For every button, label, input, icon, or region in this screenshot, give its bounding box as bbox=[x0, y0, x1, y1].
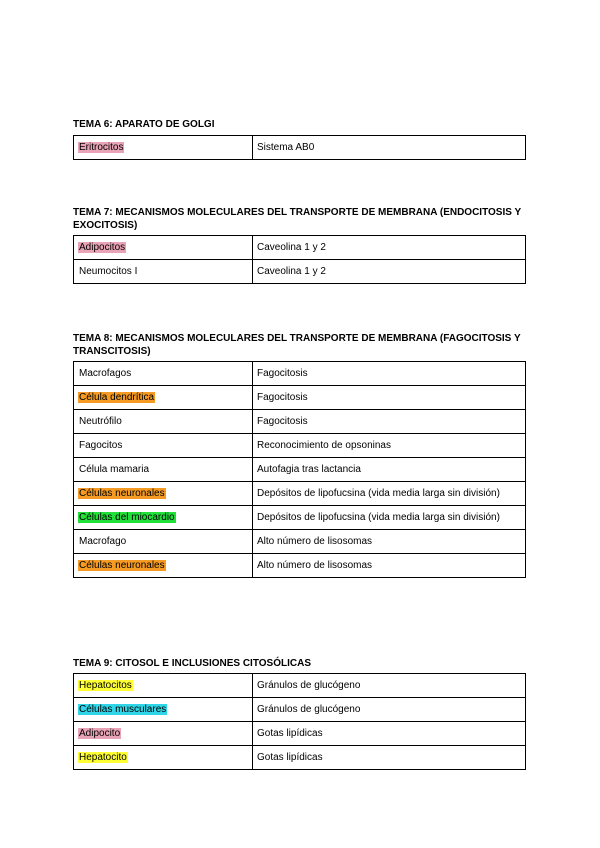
table-row bbox=[74, 482, 526, 506]
cell-type bbox=[74, 458, 253, 482]
cell-type-label: Adipocitos bbox=[79, 242, 126, 253]
cell-type-label: Eritrocitos bbox=[79, 142, 124, 153]
table-row bbox=[74, 530, 526, 554]
cell-type bbox=[74, 722, 253, 746]
cell-description: Caveolina 1 y 2 bbox=[253, 260, 526, 284]
table-row bbox=[74, 434, 526, 458]
table-row bbox=[74, 136, 526, 160]
cell-description: Fagocitosis bbox=[253, 386, 526, 410]
section-table bbox=[73, 361, 526, 578]
cell-description: Depósitos de lipofucsina (vida media larga sin división) bbox=[253, 506, 526, 530]
cell-description: Fagocitosis bbox=[253, 362, 526, 386]
cell-type bbox=[74, 260, 253, 284]
section-table bbox=[73, 135, 526, 160]
cell-description: Sistema AB0 bbox=[253, 136, 526, 160]
table-row bbox=[74, 554, 526, 578]
cell-type-label: Células neuronales bbox=[79, 560, 165, 571]
cell-description: Gotas lipídicas bbox=[253, 746, 526, 770]
cell-description: Alto número de lisosomas bbox=[253, 554, 526, 578]
table-row bbox=[74, 746, 526, 770]
cell-description: Fagocitosis bbox=[253, 410, 526, 434]
cell-type bbox=[74, 434, 253, 458]
section-tema-6 bbox=[73, 118, 526, 160]
cell-type bbox=[74, 698, 253, 722]
cell-type-label: Célula dendrítica bbox=[79, 392, 155, 403]
section-heading: TEMA 9: CITOSOL E INCLUSIONES CITOSÓLICAS bbox=[73, 658, 311, 669]
cell-description: Depósitos de lipofucsina (vida media larga sin división) bbox=[253, 482, 526, 506]
table-row bbox=[74, 458, 526, 482]
table-row bbox=[74, 386, 526, 410]
cell-type bbox=[74, 236, 253, 260]
section-heading: TEMA 7: MECANISMOS MOLECULARES DEL TRANSPORTE DE MEMBRANA (ENDOCITOSIS Y EXOCITOSIS) bbox=[73, 207, 521, 231]
table-row bbox=[74, 698, 526, 722]
cell-type bbox=[74, 506, 253, 530]
cell-type-label: Célula mamaria bbox=[79, 464, 150, 475]
cell-type bbox=[74, 362, 253, 386]
cell-type bbox=[74, 746, 253, 770]
cell-type-label: Adipocito bbox=[79, 728, 121, 739]
table-row bbox=[74, 236, 526, 260]
cell-type-label: Células del miocardio bbox=[79, 512, 175, 523]
section-table bbox=[73, 235, 526, 284]
section-tema-7 bbox=[73, 206, 526, 284]
cell-type-label: Macrofago bbox=[79, 536, 127, 547]
section-tema-8 bbox=[73, 332, 526, 578]
table-row bbox=[74, 362, 526, 386]
cell-description: Gránulos de glucógeno bbox=[253, 698, 526, 722]
cell-type bbox=[74, 554, 253, 578]
cell-type-label: Neutrófilo bbox=[79, 416, 122, 427]
section-table bbox=[73, 673, 526, 770]
cell-type bbox=[74, 136, 253, 160]
table-row bbox=[74, 410, 526, 434]
cell-type-label: Células musculares bbox=[79, 704, 167, 715]
section-tema-9 bbox=[73, 657, 526, 770]
cell-type bbox=[74, 674, 253, 698]
section-heading: TEMA 6: APARATO DE GOLGI bbox=[73, 119, 215, 130]
table-row bbox=[74, 506, 526, 530]
cell-description: Gotas lipídicas bbox=[253, 722, 526, 746]
section-heading: TEMA 8: MECANISMOS MOLECULARES DEL TRANSPORTE DE MEMBRANA (FAGOCITOSIS Y TRANSCITOSIS) bbox=[73, 333, 521, 357]
table-row bbox=[74, 674, 526, 698]
cell-type-label: Neumocitos I bbox=[79, 266, 138, 277]
table-row bbox=[74, 260, 526, 284]
cell-description: Gránulos de glucógeno bbox=[253, 674, 526, 698]
cell-description: Caveolina 1 y 2 bbox=[253, 236, 526, 260]
cell-type-label: Hepatocitos bbox=[79, 680, 132, 691]
cell-type-label: Hepatocito bbox=[79, 752, 127, 763]
cell-type bbox=[74, 482, 253, 506]
cell-type bbox=[74, 386, 253, 410]
cell-description: Alto número de lisosomas bbox=[253, 530, 526, 554]
cell-description: Autofagia tras lactancia bbox=[253, 458, 526, 482]
cell-type bbox=[74, 530, 253, 554]
cell-type-label: Macrofagos bbox=[79, 368, 132, 379]
cell-description: Reconocimiento de opsoninas bbox=[253, 434, 526, 458]
cell-type-label: Fagocitos bbox=[79, 440, 123, 451]
table-row bbox=[74, 722, 526, 746]
cell-type-label: Células neuronales bbox=[79, 488, 165, 499]
cell-type bbox=[74, 410, 253, 434]
